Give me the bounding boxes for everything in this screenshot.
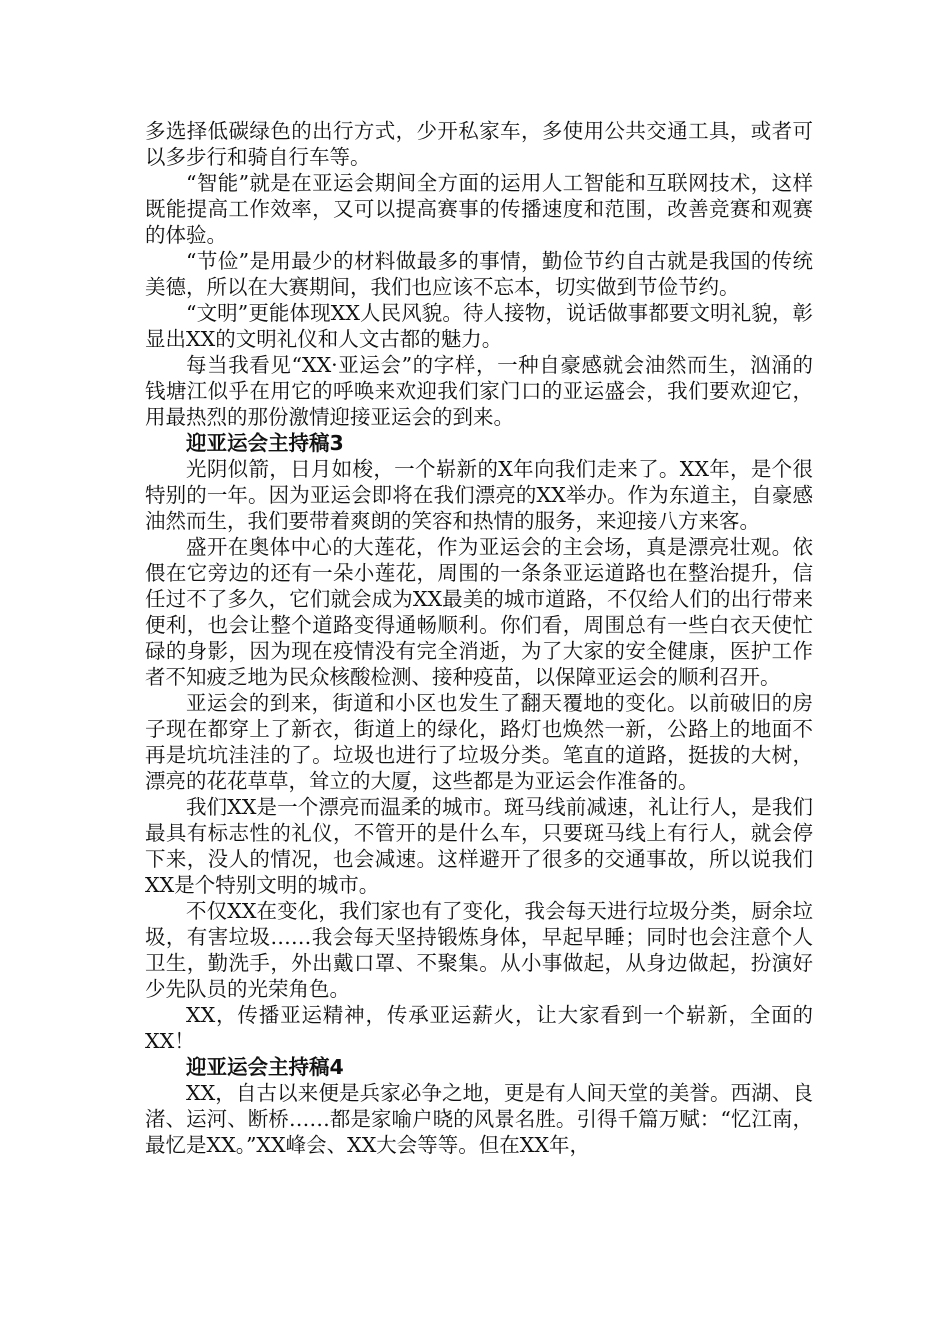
paragraph: 我们XX是一个漂亮而温柔的城市。斑马线前减速，礼让行人，是我们最具有标志性的礼仪，不管开的是什么车，只要斑马线上有行人，就会停下来，没人的情况，也会减速。这样避开了很多的交通事故，所以说我们XX是个特别文明的城市。 bbox=[145, 795, 813, 897]
paragraph: 光阴似箭，日月如梭，一个崭新的X年向我们走来了。XX年，是个很特别的一年。因为亚运会即将在我们漂亮的XX举办。作为东道主，自豪感油然而生，我们要带着爽朗的笑容和热情的服务，来迎接八方来客。 bbox=[145, 457, 813, 533]
paragraph: 亚运会的到来，街道和小区也发生了翻天覆地的变化。以前破旧的房子现在都穿上了新衣，街道上的绿化，路灯也焕然一新，公路上的地面不再是坑坑洼洼的了。垃圾也进行了垃圾分类。笔直的道路，挺拔的大树，漂亮的花花草草，耸立的大厦，这些都是为亚运会作准备的。 bbox=[145, 691, 813, 793]
paragraph: “智能”就是在亚运会期间全方面的运用人工智能和互联网技术，这样既能提高工作效率，又可以提高赛事的传播速度和范围，改善竞赛和观赛的体验。 bbox=[145, 171, 813, 247]
paragraph: XX，传播亚运精神，传承亚运薪火，让大家看到一个崭新，全面的XX！ bbox=[145, 1003, 813, 1053]
paragraph: 每当我看见“XX·亚运会”的字样，一种自豪感就会油然而生，汹涌的钱塘江似乎在用它的呼唤来欢迎我们家门口的亚运盛会，我们要欢迎它，用最热烈的那份激情迎接亚运会的到来。 bbox=[145, 353, 813, 429]
paragraph: XX，自古以来便是兵家必争之地，更是有人间天堂的美誉。西湖、良渚、运河、断桥……都是家喻户晓的风景名胜。引得千篇万赋：“忆江南，最忆是XX。”XX峰会、XX大会等等。但在XX年， bbox=[145, 1081, 813, 1157]
paragraph: 不仅XX在变化，我们家也有了变化，我会每天进行垃圾分类，厨余垃圾，有害垃圾……我会每天坚持锻炼身体，早起早睡；同时也会注意个人卫生，勤洗手，外出戴口罩、不聚集。从小事做起，从身边做起，扮演好少先队员的光荣角色。 bbox=[145, 899, 813, 1001]
paragraph: “文明”更能体现XX人民风貌。待人接物，说话做事都要文明礼貌，彰显出XX的文明礼仪和人文古都的魅力。 bbox=[145, 301, 813, 351]
paragraph: 多选择低碳绿色的出行方式，少开私家车，多使用公共交通工具，或者可以多步行和骑自行车等。 bbox=[145, 119, 813, 169]
paragraph: “节俭”是用最少的材料做最多的事情，勤俭节约自古就是我国的传统美德，所以在大赛期间，我们也应该不忘本，切实做到节俭节约。 bbox=[145, 249, 813, 299]
paragraph: 盛开在奥体中心的大莲花，作为亚运会的主会场，真是漂亮壮观。依偎在它旁边的还有一朵小莲花，周围的一条条亚运道路也在整治提升，信任过不了多久，它们就会成为XX最美的城市道路，不仅给人们的出行带来便利，也会让整个道路变得通畅顺利。你们看，周围总有一些白衣天使忙碌的身影，因为现在疫情没有完全消逝，为了大家的安全健康，医护工作者不知疲乏地为民众核酸检测、接种疫苗，以保障亚运会的顺利召开。 bbox=[145, 535, 813, 689]
section-heading: 迎亚运会主持稿3 bbox=[186, 431, 344, 455]
section-heading: 迎亚运会主持稿4 bbox=[186, 1055, 344, 1079]
document-page bbox=[145, 118, 813, 1158]
